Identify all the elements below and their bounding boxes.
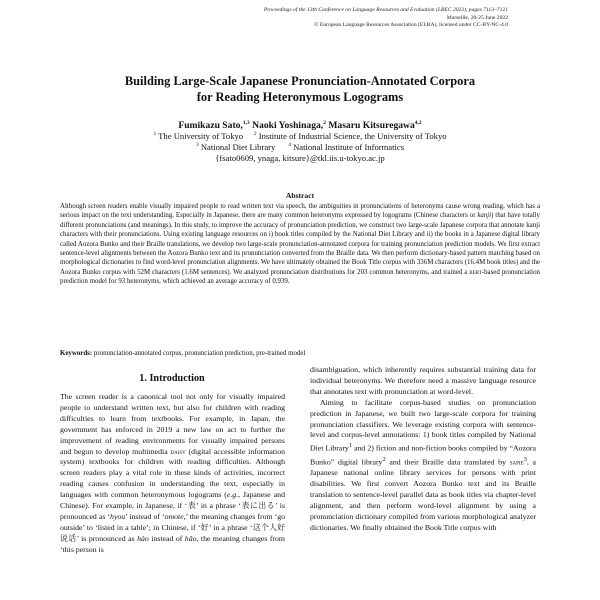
affiliation-2-mark: 2: [253, 131, 257, 138]
abstract-bert: bert: [469, 268, 482, 276]
intro-text-6: instead of: [148, 533, 185, 543]
section-heading-introduction: 1. Introduction: [139, 373, 205, 384]
abstract-body: [60, 202, 540, 287]
proceedings-line: Proceedings of the 13th Conference on Language Resources and Evaluation (LREC 2022), pages 7113–7121: [263, 7, 508, 13]
author-3-affil: 4,2: [414, 119, 422, 126]
intro-text-7: , the meaning changes from ‘this person is: [60, 533, 285, 554]
author-2: Naoki Yoshinaga,: [249, 120, 324, 131]
right-text-d: , a Japanese national online library services for persons with print disabilities. We first convert Aozora Bunko text and its Braille translation to sentence-level parallel data as book titles via chapter-level alignment, and then perform word-level alignment by using a pronunciation dictionary compiled from various morphological analyzer dictionaries. We finally obtained the Book Title corpus with: [310, 457, 537, 532]
affiliation-1: The University of Tokyo: [156, 131, 244, 141]
intro-hao: hào: [137, 533, 149, 543]
keywords-text: pronunciation-annotated corpus, pronunciation prediction, pre-trained model: [92, 350, 306, 357]
title-line-1: Building Large-Scale Japanese Pronunciation-Annotated Corpora: [124, 74, 476, 88]
intro-paragraph: [60, 392, 285, 556]
title-line-2: for Reading Heteronymous Logograms: [196, 90, 404, 104]
affiliation-1-mark: 1: [153, 131, 157, 138]
intro-hao-2: hǎo: [184, 533, 197, 543]
right-text-b: and 2) fiction and non-fiction books compiled by “Aozora Bunko” digital library: [310, 443, 536, 467]
affiliation-4: National Institute of Informatics: [290, 142, 405, 152]
author-emails: {fsato0609, ynaga, kitsure}@tkl.iis.u-tokyo.ac.jp: [215, 153, 385, 163]
intro-text-5: ,’ the meaning changes from ‘go outside’ to ‘listed in a table’; in Chinese, if ‘好’ in a phrase ‘这个人好说话’ is pronounced as: [60, 511, 286, 543]
right-paragraph-1: disambiguation, which inherently requires substantial training data for individual heteronyms. We therefore need a massive language resource that annotates text with pronunciation at word-level.: [310, 365, 536, 396]
intro-omote: omote: [164, 511, 184, 521]
keywords-label: Keywords:: [60, 350, 93, 357]
left-column: [60, 392, 285, 556]
intro-text-1: The screen reader is a canonical tool not only for visually impaired people to understand written text, but also for children with reading difficulties to learn from textbooks. For example, in Japan, the government has enforced in 2019 a new law on act to further the improvement of reading environments for visually impaired persons and begun to develop multimedia: [60, 392, 285, 456]
keywords-line: [60, 349, 540, 358]
footnote-mark-2: 2: [382, 455, 386, 463]
right-text-a: Aiming to facilitate corpus-based studies on pronunciation prediction in Japanese, we built two large-scale corpora for training pronunciation classifiers. We leverage existing corpora with sentence-level and corpus-level annotations: 1) book titles compiled by National Diet Library: [310, 397, 536, 453]
right-sapie: sapie: [509, 457, 524, 467]
paper-title: [0, 73, 600, 105]
affiliations-row-1: [0, 131, 600, 142]
abstract-kanji: kanji: [477, 212, 492, 220]
right-paragraph-2: [310, 398, 536, 534]
right-text-c: and their Braille data translated by: [385, 457, 510, 467]
affiliation-4-mark: 4: [288, 142, 291, 149]
intro-eg: e.g.: [226, 490, 239, 500]
intro-daisy: daisy: [170, 446, 186, 456]
affiliation-2: Institute of Industrial Science, the University of Tokyo: [256, 131, 447, 141]
license-line: © European Language Resources Association (ELRA), licensed under CC-BY-NC-4.0: [314, 22, 508, 29]
footnote-mark-1: 1: [348, 442, 353, 450]
author-names: [0, 120, 600, 131]
right-column: [310, 365, 536, 534]
footnote-mark-3: 3: [523, 455, 527, 463]
author-block: [0, 120, 600, 164]
location-line: Marseille, 20-25 June 2022: [446, 14, 508, 21]
author-2-affil: 2: [323, 119, 326, 126]
abstract-text-2: ) that have totally different pronunciations (and meanings). In this study, to improve the accuracy of pronunciation prediction, we construct two large-scale Japanese corpora that annotate kanji characters with their pronunciations. Using existing language resources on i) book titles compiled by the National Diet Library and ii) the books in a Japanese digital library called Aozora Bunko and their Braille translations, we develop two large-scale pronunciation-annotated corpora for training pronunciation prediction models. We first extract sentence-level alignments between the Aozora Bunko text and its pronunciation converted from the Braille data. We then perform dictionary-based pattern matching based on morphological dictionaries to find word-level pronunciation alignments. We have ultimately obtained the Book Title corpus with 336M characters (16.4M book titles) and the Aozora Bunko corpus with 52M characters (1.6M sentences). We analyzed pronunciation distributions for 203 common heteronyms, and trained a: [60, 212, 540, 276]
affiliation-3-mark: 3: [195, 142, 199, 149]
intro-text-2: (digital accessible information system) textbooks for children with reading difficulties. Although screen readers play a vital role in these kinds of activities, incorrect reading causes confusion in understanding the text, especially in languages with common heteronymous logograms (: [60, 446, 285, 500]
intro-text-3: , Japanese and Chinese). For example, in Japanese, if ‘表’ in a phrase ‘表に出る’ is pronounced as ‘: [60, 490, 285, 521]
author-1-affil: 1,3: [242, 119, 250, 126]
abstract-heading: Abstract: [285, 191, 315, 200]
intro-hyou: hyou: [110, 511, 126, 521]
affiliations-row-2: [0, 142, 600, 153]
author-1: Fumikazu Sato,: [178, 120, 243, 131]
intro-text-4: ’ instead of ‘: [125, 511, 165, 521]
abstract-text-1: Although screen readers enable visually impaired people to read written text via speech, the ambiguities in pronunciations of heteronyms cause wrong reading, which has a serious impact on the text understanding. Especially in Japanese, there are many common heteronyms expressed by logograms (Chinese characters or: [60, 203, 540, 220]
abstract-text-3: -based pronunciation prediction model for 93 heteronyms, which achieved an average accuracy of 0.939.: [60, 268, 540, 286]
page-header: [264, 7, 508, 30]
author-3: Masaru Kitsuregawa: [325, 120, 415, 131]
affiliation-3: National Diet Library: [198, 142, 276, 152]
